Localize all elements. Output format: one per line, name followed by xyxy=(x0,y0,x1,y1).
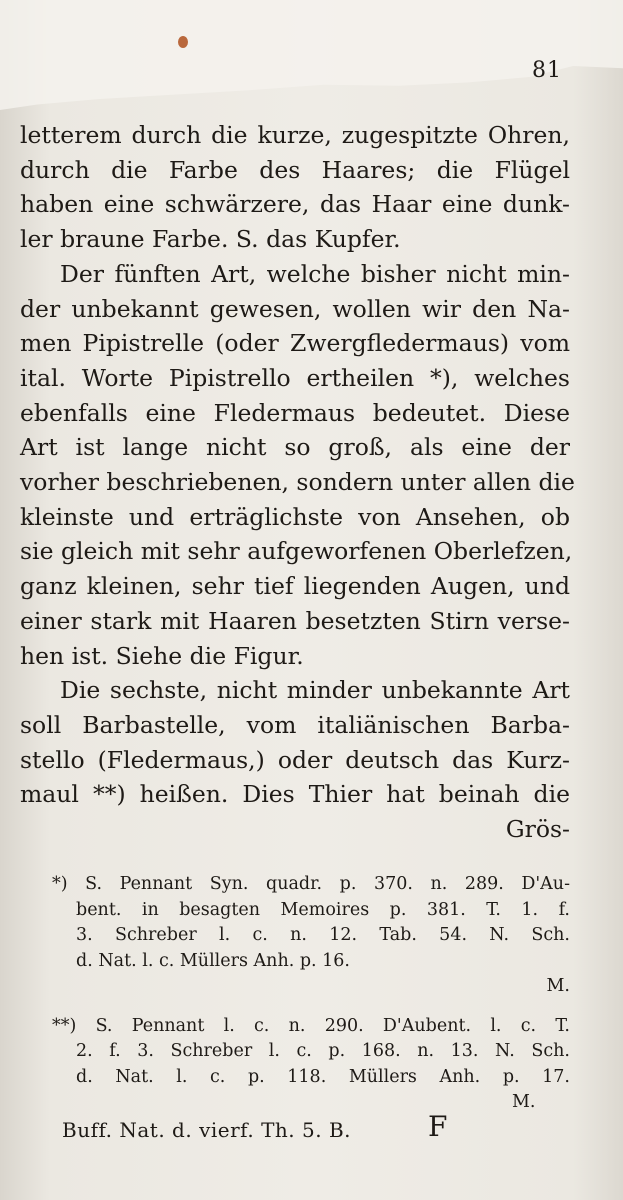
footnote-author: M. xyxy=(512,1092,536,1112)
text-line: hen ist. Siehe die Figur. xyxy=(20,641,304,670)
text-line: sie gleich mit sehr aufgeworfenen Oberlefzen, xyxy=(20,537,573,566)
footnote-line: 3. Schreber l. c. n. 12. Tab. 54. N. Sch. xyxy=(76,925,570,945)
body-text xyxy=(20,118,575,847)
ink-stain xyxy=(178,36,188,48)
footnote-line: bent. in besagten Memoires p. 381. T. 1. f. xyxy=(76,899,570,920)
footnotes xyxy=(52,872,570,1116)
text-line: durch die Farbe des Haares; die Flügel xyxy=(20,155,570,184)
catchword: Grös- xyxy=(505,815,570,844)
page-number: 81 xyxy=(532,58,562,83)
text-line: Der fünften Art, welche bisher nicht min- xyxy=(60,259,570,288)
torn-paper-edge xyxy=(0,0,623,110)
footnote-line: d. Nat. l. c. Müllers Anh. p. 16. xyxy=(76,950,350,971)
text-line: haben eine schwärzere, das Haar eine dunk- xyxy=(20,190,570,219)
text-line: der unbekannt gewesen, wollen wir den Na- xyxy=(20,294,570,323)
text-line: stello (Fledermaus,) oder deutsch das Kurz- xyxy=(20,745,570,774)
signature-mark: F xyxy=(428,1110,448,1143)
text-line: vorher beschriebenen, sondern unter allen die xyxy=(20,468,575,497)
text-line: Art ist lange nicht so groß, als eine der xyxy=(20,433,570,462)
text-line: ganz kleinen, sehr tief liegenden Augen, und xyxy=(20,572,570,601)
text-line: soll Barbastelle, vom italiänischen Barba- xyxy=(20,710,570,739)
footnote-line: *) S. Pennant Syn. quadr. p. 370. n. 289. D'Au- xyxy=(52,874,570,894)
text-line: kleinste und erträglichste von Ansehen, ob xyxy=(20,502,570,531)
footnote-line: d. Nat. l. c. p. 118. Müllers Anh. p. 17. xyxy=(76,1066,570,1087)
text-line: ital. Worte Pipistrello ertheilen *), welches xyxy=(20,363,570,392)
text-line: ler braune Farbe. S. das Kupfer. xyxy=(20,225,401,254)
text-line: einer stark mit Haaren besetzten Stirn verse- xyxy=(20,606,570,635)
text-line: letterem durch die kurze, zugespitzte Ohren, xyxy=(20,121,570,149)
text-line: maul **) heißen. Dies Thier hat beinah die xyxy=(20,780,570,809)
footnote-author: M. xyxy=(546,976,570,996)
text-line: ebenfalls eine Fledermaus bedeutet. Diese xyxy=(20,398,570,427)
footnote-line: **) S. Pennant l. c. n. 290. D'Aubent. l. c. T. xyxy=(52,1015,570,1036)
text-line: Die sechste, nicht minder unbekannte Art xyxy=(60,676,570,705)
footnote-line: 2. f. 3. Schreber l. c. p. 168. n. 13. N. Sch. xyxy=(76,1041,570,1061)
printer-signature: Buff. Nat. d. vierf. Th. 5. B. xyxy=(62,1118,352,1142)
text-line: men Pipistrelle (oder Zwergfledermaus) vom xyxy=(20,329,570,358)
